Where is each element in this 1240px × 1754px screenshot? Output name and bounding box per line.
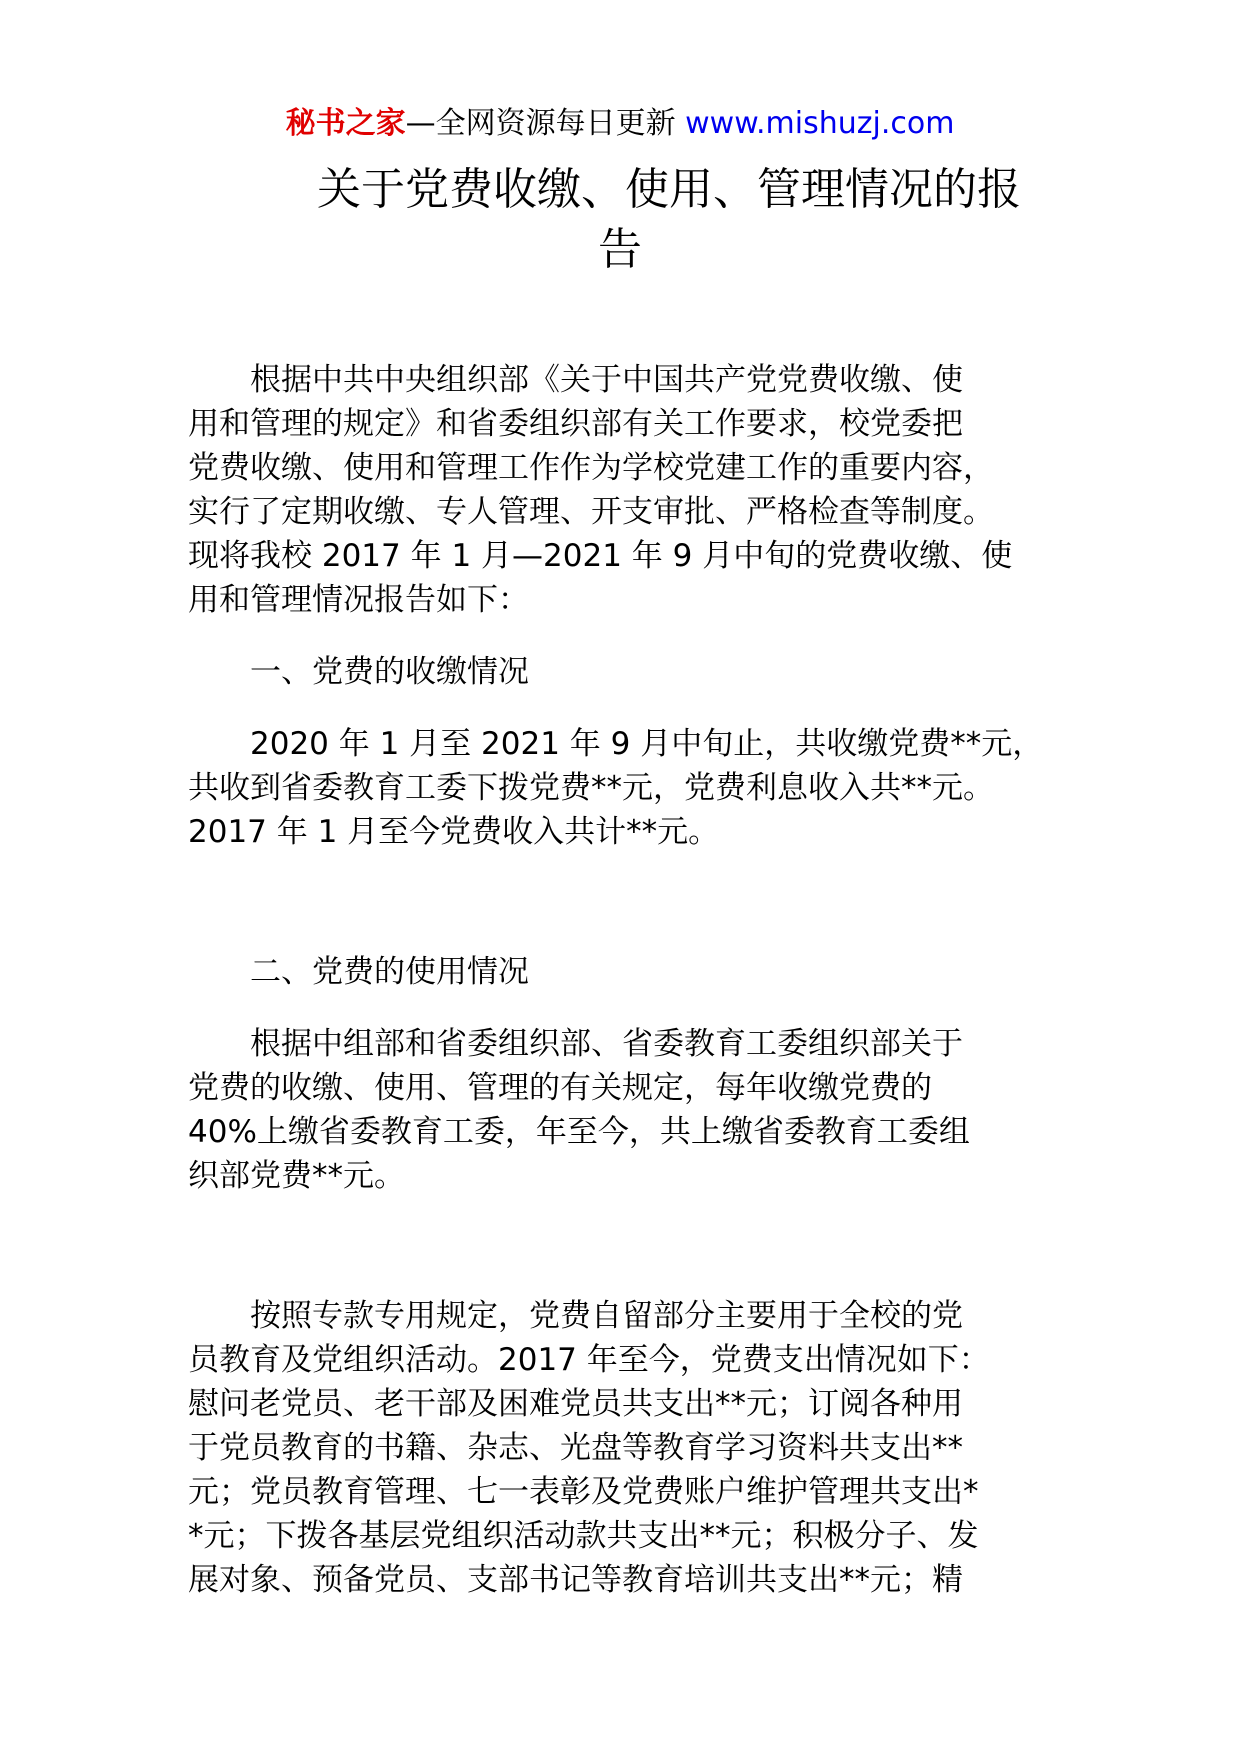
- section2-heading-text: 二、党费的使用情况: [250, 954, 529, 990]
- banner-brand: 秘书之家: [285, 106, 406, 141]
- intro-line: 用和管理的规定》和省委组织部有关工作要求，校党委把: [188, 406, 963, 442]
- section1-heading: [188, 650, 1078, 694]
- section2-p1-line: 40%上缴省委教育工委，年至今，共上缴省委教育工委组: [188, 1114, 970, 1150]
- section2-p2-line: 展对象、预备党员、支部书记等教育培训共支出**元；精: [188, 1562, 963, 1598]
- intro-line: 现将我校 2017 年 1 月—2021 年 9 月中旬的党费收缴、使: [188, 538, 1013, 574]
- title-line-1: 关于党费收缴、使用、管理情况的报: [317, 164, 1021, 215]
- section1-paragraph: [188, 722, 1078, 854]
- section2-p1-line: 织部党费**元。: [188, 1158, 405, 1194]
- section2-heading: [188, 950, 1078, 994]
- section1-line: 2020 年 1 月至 2021 年 9 月中旬止，共收缴党费**元，: [250, 726, 1044, 762]
- section2-paragraph-2: [188, 1294, 1078, 1602]
- section1-heading-text: 一、党费的收缴情况: [250, 654, 529, 690]
- intro-line: 党费收缴、使用和管理工作作为学校党建工作的重要内容，: [188, 450, 994, 486]
- section2-p2-line: 于党员教育的书籍、杂志、光盘等教育学习资料共支出**: [188, 1430, 963, 1466]
- document-body: [188, 358, 1078, 1602]
- section2-p2-line: 慰问老党员、老干部及困难党员共支出**元；订阅各种用: [188, 1386, 963, 1422]
- section2-p2-line: 元；党员教育管理、七一表彰及党费账户维护管理共支出*: [188, 1474, 979, 1510]
- intro-line: 根据中共中央组织部《关于中国共产党党费收缴、使: [250, 362, 963, 398]
- title-line-2: 告: [598, 224, 642, 275]
- section1-line: 2017 年 1 月至今党费收入共计**元。: [188, 814, 720, 850]
- section2-p1-line: 根据中组部和省委组织部、省委教育工委组织部关于: [250, 1026, 963, 1062]
- section2-p2-line: 员教育及党组织活动。2017 年至今，党费支出情况如下：: [188, 1342, 990, 1378]
- section1-line: 共收到省委教育工委下拨党费**元，党费利息收入共**元。: [188, 770, 994, 806]
- intro-line: 用和管理情况报告如下：: [188, 582, 529, 618]
- site-banner: [0, 104, 1240, 144]
- banner-tagline: —全网资源每日更新: [405, 106, 676, 141]
- section2-paragraph-1: [188, 1022, 1078, 1198]
- section2-p2-line: 按照专款专用规定，党费自留部分主要用于全校的党: [250, 1298, 963, 1334]
- intro-line: 实行了定期收缴、专人管理、开支审批、严格检查等制度。: [188, 494, 994, 530]
- intro-paragraph: [188, 358, 1078, 622]
- document-title: [0, 160, 1240, 280]
- section2-p1-line: 党费的收缴、使用、管理的有关规定，每年收缴党费的: [188, 1070, 932, 1106]
- section2-p2-line: *元；下拨各基层党组织活动款共支出**元；积极分子、发: [188, 1518, 979, 1554]
- banner-site-link[interactable]: www.mishuzj.com: [685, 106, 955, 141]
